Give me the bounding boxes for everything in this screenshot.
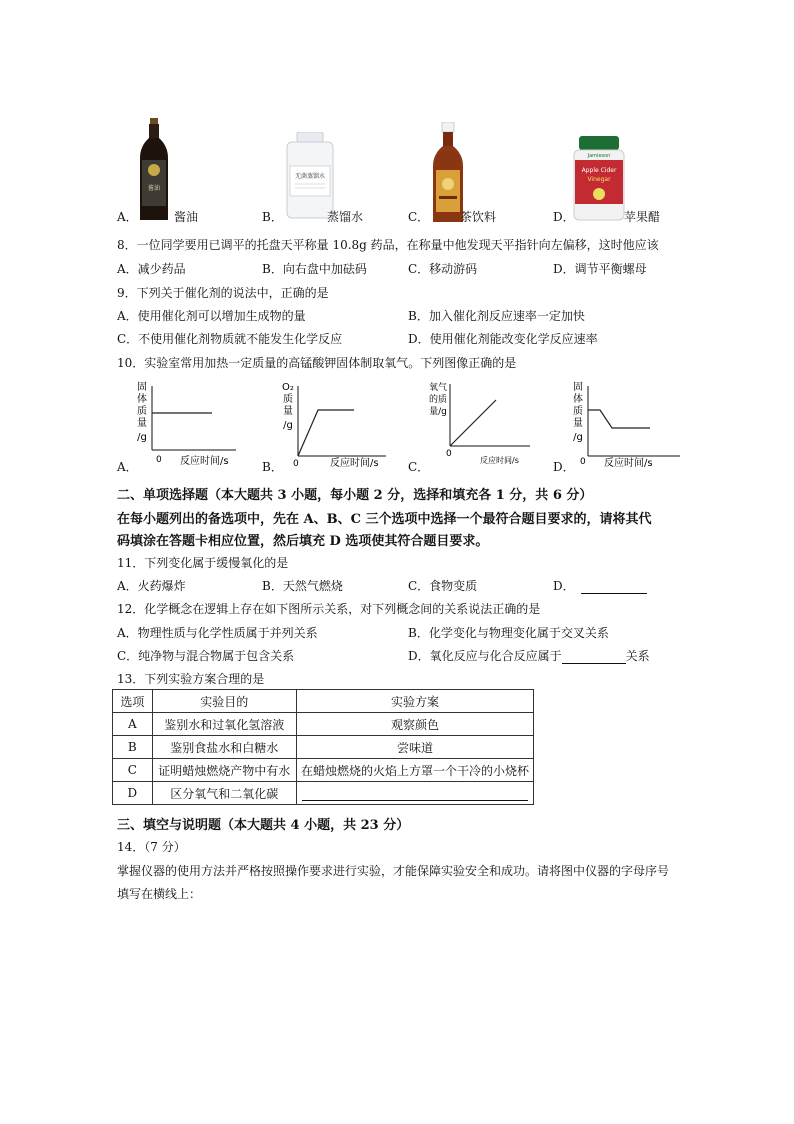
q10-stem: 10．实验室常用加热一定质量的高锰酸钾固体制取氧气。下列图像正确的是 (117, 356, 517, 370)
q8-option-c: C．移动游码 (408, 262, 478, 276)
graph-a-ylabel-5: /g (137, 432, 147, 443)
q12-stem: 12．化学概念在逻辑上存在如下图所示关系，对下列概念间的关系说法正确的是 (117, 602, 541, 616)
vinegar-brand-text: Jamieson (587, 153, 611, 159)
row-d-goal: 区分氧气和二氧化碳 (152, 782, 296, 805)
q9-option-a: A．使用催化剂可以增加生成物的量 (117, 309, 306, 323)
q12-option-a: A．物理性质与化学性质属于并列关系 (117, 626, 318, 640)
table-row (113, 713, 534, 736)
q10-option-b-letter: B． (262, 460, 283, 474)
section2-title: 二、单项选择题（本大题共 3 小题，每小题 2 分，选择和填充各 1 分，共 6 分） (117, 488, 593, 503)
row-b-option: B (113, 736, 153, 759)
row-a-plan: 观察颜色 (296, 713, 533, 736)
graph-b-ylabel-3: 量 (283, 406, 293, 417)
graph-c-origin: 0 (446, 449, 452, 459)
q8-stem: 8．一位同学要用已调平的托盘天平称量 10.8g 药品，在称量中他发现天平指针向左偏移，这时他应该 (117, 238, 659, 252)
graph-a-ylabel-2: 体 (137, 394, 147, 405)
row-d-option: D (113, 782, 153, 805)
graph-c-curve (450, 400, 496, 446)
q11-option-b: B．天然气燃烧 (262, 579, 343, 593)
q9-stem: 9．下列关于催化剂的说法中，正确的是 (117, 286, 329, 300)
graph-a-xlabel: 反应时间/s (180, 456, 229, 467)
vinegar-line1-text: Apple Cider (581, 167, 617, 174)
q13-table (112, 689, 534, 805)
q12-option-d-text: D．氧化反应与化合反应属于 (408, 649, 562, 663)
graph-b-curve (298, 410, 354, 456)
row-b-goal: 鉴别食盐水和白糖水 (152, 736, 296, 759)
section2-instruction-2: 码填涂在答题卡相应位置，然后填充 D 选项使其符合题目要求。 (117, 534, 489, 549)
q11-option-d (553, 577, 647, 594)
graph-c-ylabel-2: 的质 (428, 395, 448, 405)
q13-stem: 13．下列实验方案合理的是 (117, 672, 265, 686)
graph-d-curve (588, 410, 650, 428)
q10-graph-d (570, 380, 682, 468)
distilled-water-image (285, 132, 335, 220)
q8-option-b: B．向右盘中加砝码 (262, 262, 367, 276)
q12-option-c: C．纯净物与混合物属于包含关系 (117, 649, 295, 663)
q7-option-a-letter: A． (117, 210, 138, 224)
soy-label-text: 酱油 (147, 185, 161, 192)
q8-option-a: A．减少药品 (117, 262, 186, 276)
q10-graph-b (278, 380, 388, 468)
q10-option-d-letter: D． (553, 460, 575, 474)
q7-option-d-label: 苹果醋 (624, 210, 661, 224)
table-row (113, 759, 534, 782)
graph-b-origin: 0 (293, 459, 299, 468)
q11-stem: 11．下列变化属于缓慢氧化的是 (117, 556, 289, 570)
row-c-plan: 在蜡烛燃烧的火焰上方罩一个干冷的小烧杯 (296, 759, 533, 782)
header-plan: 实验方案 (296, 690, 533, 713)
q12-option-d-suffix: 关系 (625, 649, 650, 663)
q7-option-b-letter: B． (262, 210, 283, 224)
graph-a-ylabel-3: 质 (137, 406, 147, 417)
q9-option-c: C．不使用催化剂物质就不能发生化学反应 (117, 332, 343, 346)
graph-c-xlabel: 反应时间/s (480, 456, 519, 465)
water-label-text: 无菌蒸馏水 (294, 173, 326, 180)
graph-b-ylabel-4: /g (283, 420, 293, 431)
q7-option-b-label: 蒸馏水 (327, 210, 364, 224)
q11-option-a: A．火药爆炸 (117, 579, 186, 593)
q14-line-2: 填写在横线上： (117, 887, 202, 901)
q11-option-c: C．食物变质 (408, 579, 478, 593)
row-a-goal: 鉴别水和过氧化氢溶液 (152, 713, 296, 736)
q14-score: 14．（7 分） (117, 840, 186, 854)
graph-d-ylabel-3: 质 (573, 406, 583, 417)
header-goal: 实验目的 (152, 690, 296, 713)
q11-answer-blank[interactable] (581, 579, 647, 594)
graph-d-ylabel-4: 量 (573, 418, 583, 429)
q8-option-d: D．调节平衡螺母 (553, 262, 647, 276)
q14-line-1: 掌握仪器的使用方法并严格按照操作要求进行实验，才能保障实验安全和成功。请将图中仪器的字母序号 (117, 864, 670, 878)
graph-d-ylabel-5: /g (573, 432, 583, 443)
graph-d-xlabel: 反应时间/s (604, 458, 653, 468)
graph-b-ylabel-2: 质 (283, 394, 293, 405)
row-d-plan (296, 782, 533, 805)
q11-option-d-text: D． (553, 579, 575, 593)
row-a-option: A (113, 713, 153, 736)
q7-option-c-letter: C． (408, 210, 430, 224)
q12-option-b: B．化学变化与物理变化属于交叉关系 (408, 626, 609, 640)
graph-b-xlabel: 反应时间/s (330, 458, 379, 468)
q9-option-d: D．使用催化剂能改变化学反应速率 (408, 332, 598, 346)
soy-sauce-image (137, 118, 171, 222)
graph-d-origin: 0 (580, 457, 586, 467)
graph-a-ylabel-4: 量 (137, 418, 147, 429)
row-c-option: C (113, 759, 153, 782)
section3-title: 三、填空与说明题（本大题共 4 小题，共 23 分） (117, 818, 410, 833)
q7-option-c-label: 茶饮料 (460, 210, 497, 224)
row-b-plan: 尝味道 (296, 736, 533, 759)
table-row (113, 736, 534, 759)
graph-d-ylabel-1: 固 (573, 382, 583, 393)
q10-option-a-letter: A． (117, 460, 138, 474)
vinegar-line2-text: Vinegar (587, 176, 611, 183)
apple-cider-vinegar-image (571, 136, 627, 222)
q10-option-c-letter: C． (408, 460, 430, 474)
row-c-goal: 证明蜡烛燃烧产物中有水 (152, 759, 296, 782)
graph-d-ylabel-2: 体 (573, 394, 583, 405)
graph-a-ylabel-1: 固 (137, 382, 147, 393)
q12-answer-blank[interactable] (562, 649, 626, 664)
graph-c-ylabel-3: 量/g (429, 407, 447, 417)
header-option: 选项 (113, 690, 153, 713)
q7-option-a-label: 酱油 (174, 210, 199, 224)
graph-c-ylabel-1: 氧气 (428, 383, 448, 393)
graph-a-origin: 0 (156, 455, 162, 465)
q7-option-d-letter: D． (553, 210, 575, 224)
q10-graph-c (424, 380, 534, 468)
graph-b-ylabel-1: O₂ (282, 382, 294, 393)
section2-instruction-1: 在每小题列出的备选项中，先在 A、B、C 三个选项中选择一个最符合题目要求的，请将其代 (117, 512, 652, 527)
table-row (113, 782, 534, 805)
q12-option-d (408, 647, 650, 664)
table-header-row (113, 690, 534, 713)
q10-graph-a (130, 380, 240, 468)
q9-option-b: B．加入催化剂反应速率一定加快 (408, 309, 585, 323)
q13-answer-blank[interactable] (302, 786, 528, 801)
